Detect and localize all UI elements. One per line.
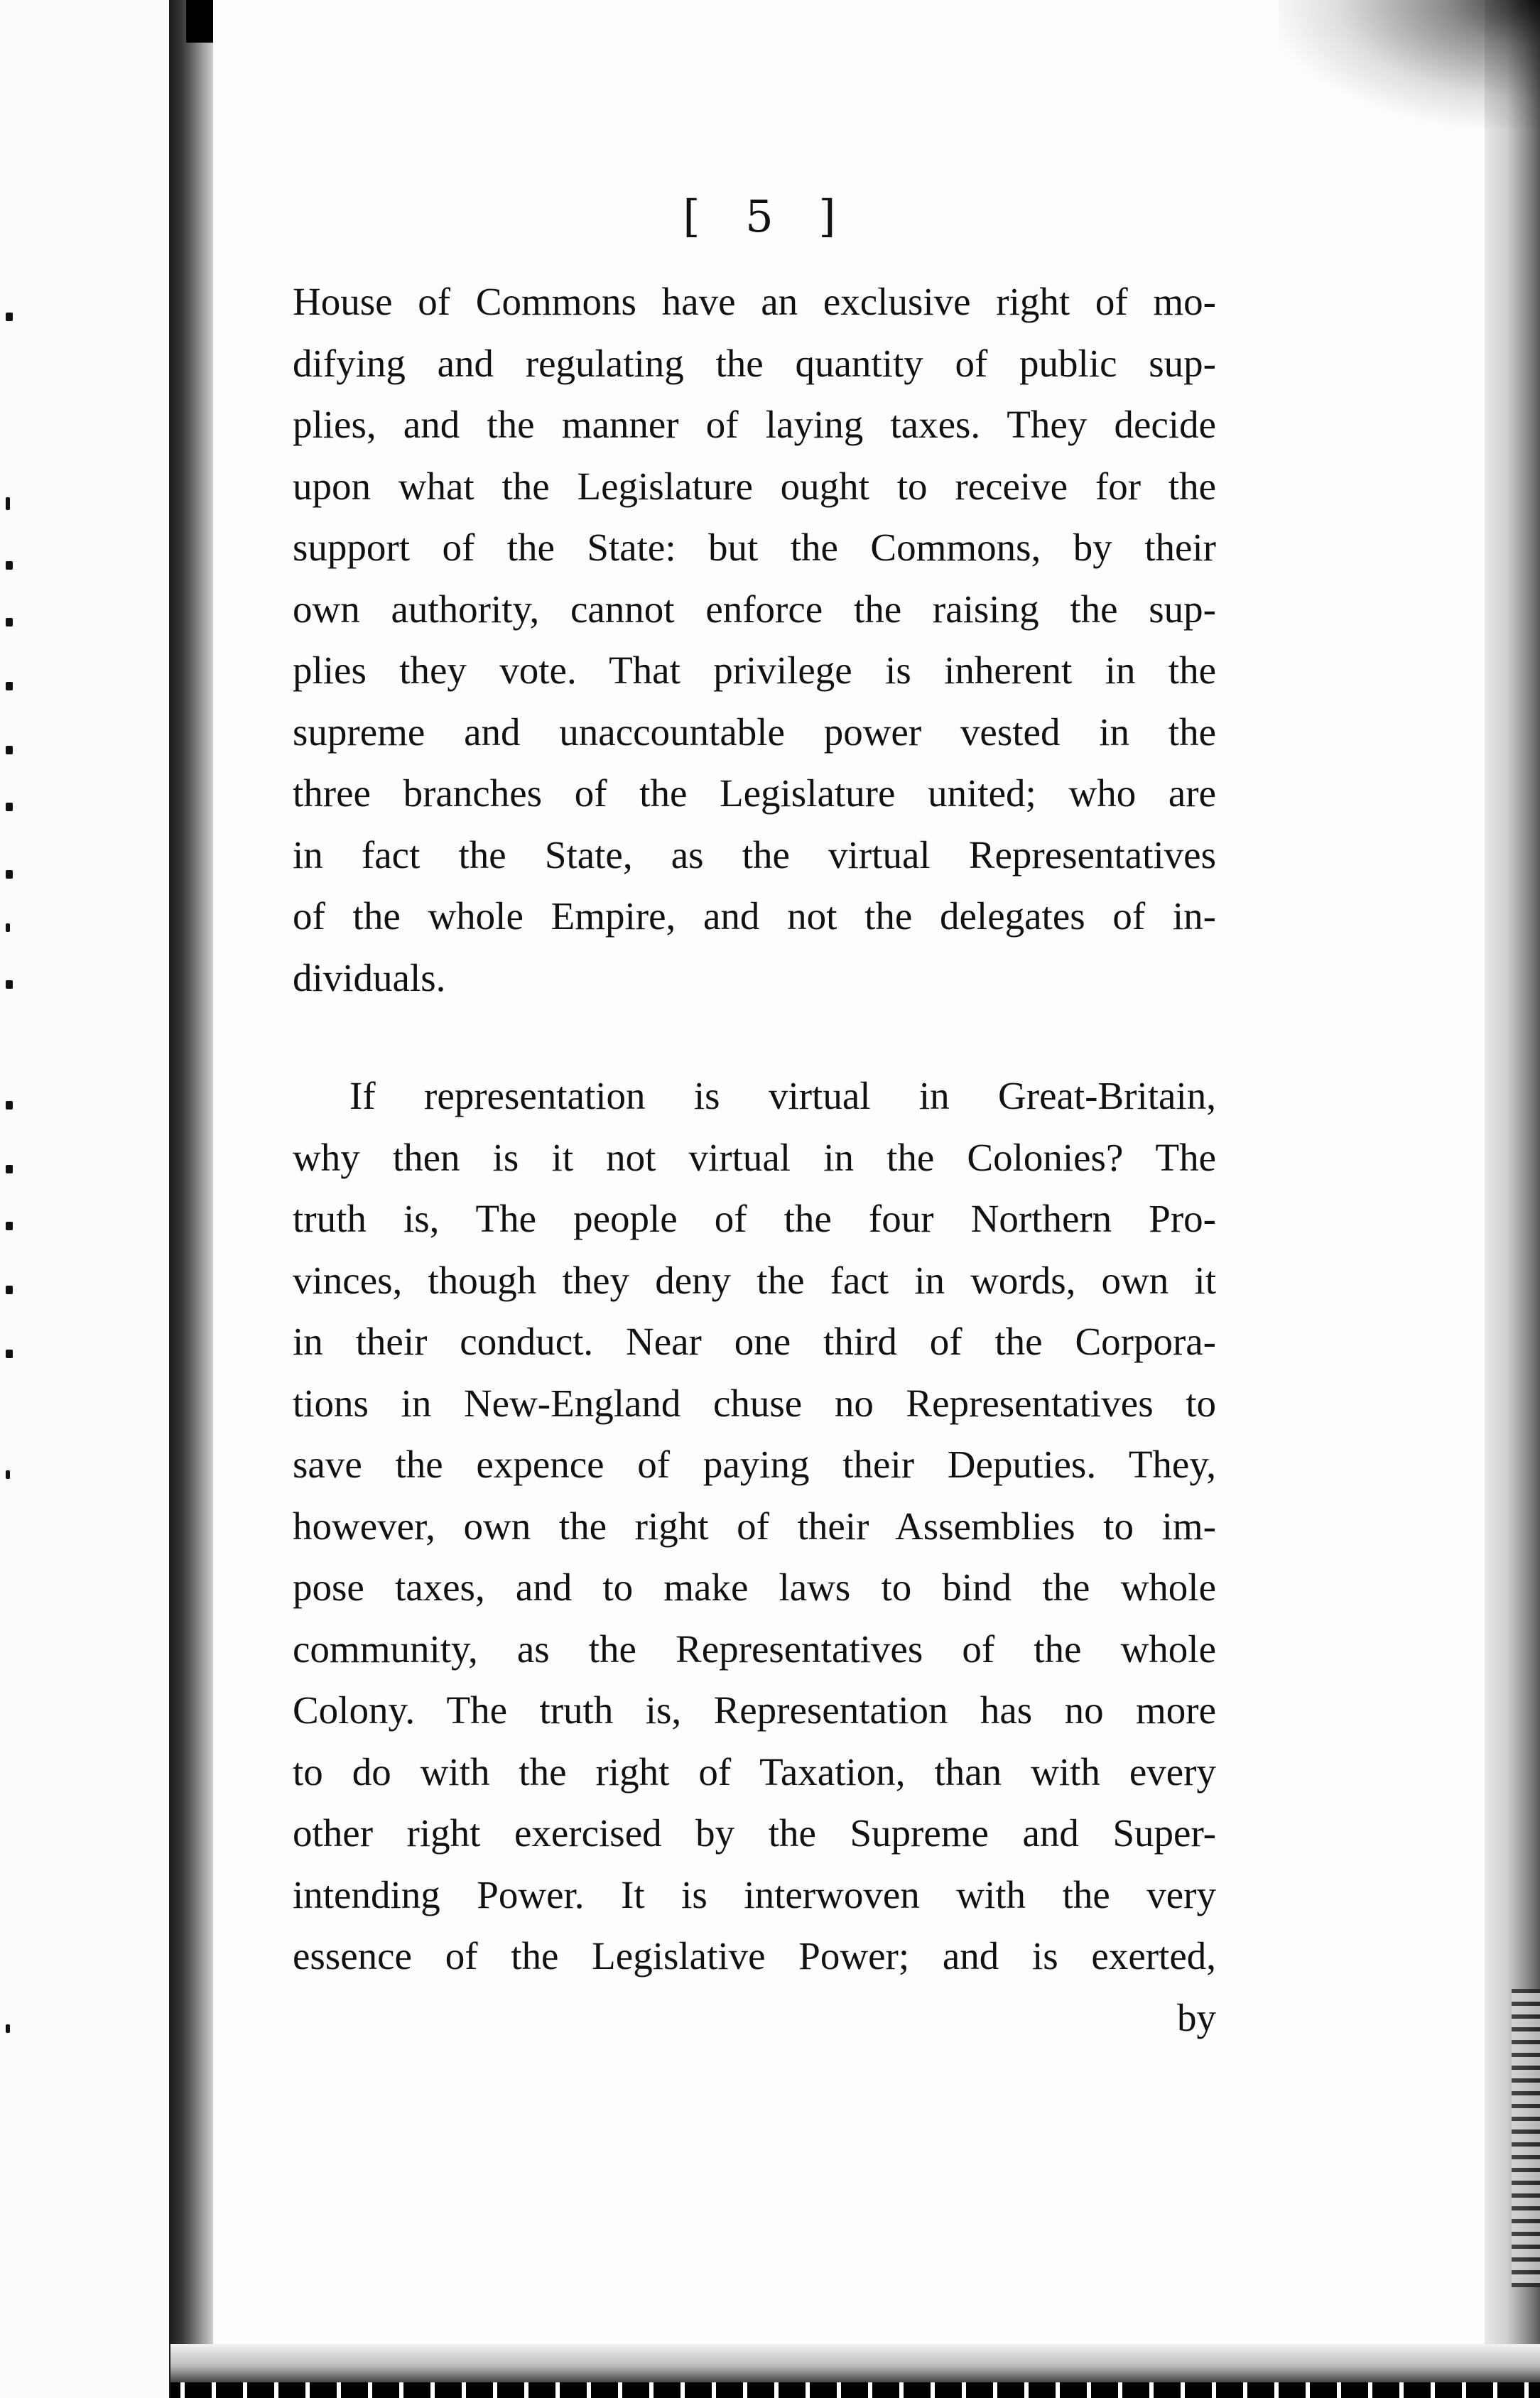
page-number-header: [ 5 ] (683, 190, 852, 242)
text-line: why then is it not virtual in the Colonies? The (293, 1135, 1216, 1179)
text-line: upon what the Legislature ought to receive for the (293, 464, 1216, 508)
text-line: If representation is virtual in Great-Britain, (349, 1074, 1216, 1117)
text-line: to do with the right of Taxation, than with every (293, 1749, 1216, 1794)
page-corner-shadow (1279, 0, 1540, 128)
text-line: plies they vote. That privilege is inherent in the (293, 649, 1216, 692)
text-line: community, as the Representatives of the whole (293, 1627, 1216, 1671)
text-line: three branches of the Legislature united; who are (293, 771, 1216, 815)
text-line: other right exercised by the Supreme and Super- (293, 1811, 1216, 1855)
page-bottom-edge (170, 2344, 1540, 2398)
text-line: truth is, The people of the four Northern Pro- (293, 1197, 1216, 1240)
catchword: by (1177, 1995, 1216, 2039)
paragraph (293, 1065, 1216, 1987)
text-line: in fact the State, as the virtual Representatives (293, 832, 1216, 877)
text-line: House of Commons have an exclusive right of mo- (293, 280, 1216, 323)
paragraph (293, 271, 1216, 1009)
paragraph-gap (293, 1009, 1216, 1065)
text-line: essence of the Legislative Power; and is exerted, (293, 1934, 1216, 1977)
text-line: save the expence of paying their Deputies. They, (293, 1443, 1216, 1486)
binding-gutter (169, 0, 213, 2398)
text-line: difying and regulating the quantity of public sup- (293, 341, 1216, 385)
text-line: however, own the right of their Assemblies to im- (293, 1504, 1216, 1548)
facing-page-edge (0, 0, 170, 2398)
text-line: dividuals. (293, 955, 446, 999)
text-line: of the whole Empire, and not the delegates of in- (293, 894, 1216, 938)
text-line: pose taxes, and to make laws to bind the whole (293, 1566, 1216, 1609)
text-line: own authority, cannot enforce the raising the sup- (293, 587, 1216, 631)
text-line: in their conduct. Near one third of the Corpora- (293, 1320, 1216, 1363)
text-line: vinces, though they deny the fact in words, own it (293, 1258, 1216, 1302)
text-line: intending Power. It is interwoven with the very (293, 1872, 1216, 1916)
text-line: support of the State: but the Commons, by their (293, 526, 1216, 569)
text-line: Colony. The truth is, Representation has no more (293, 1688, 1216, 1732)
text-line: tions in New-England chuse no Representatives to (293, 1381, 1216, 1425)
page-body-text (293, 271, 1216, 2049)
page-right-edge (1485, 0, 1540, 2398)
gutter-shadow (186, 0, 215, 43)
text-line: supreme and unaccountable power vested in the (293, 710, 1216, 754)
text-line: plies, and the manner of laying taxes. They decide (293, 403, 1216, 446)
